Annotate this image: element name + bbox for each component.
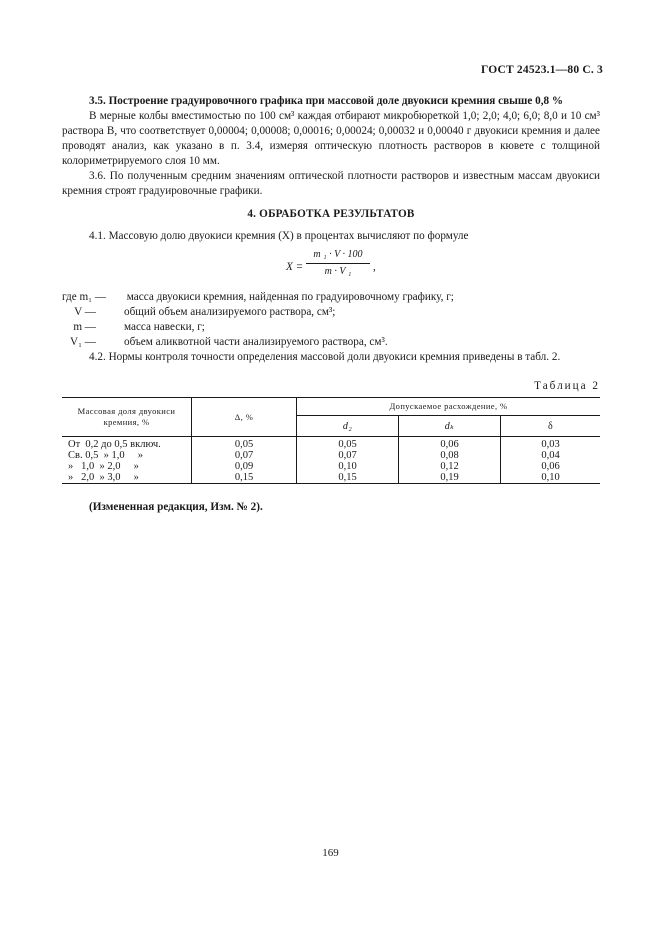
section-3-5-title: 3.5. Построение градуировочного графика при массовой доле двуокиси кремния свыше 0,8 % (89, 95, 564, 107)
definition-term: где m₁ — (62, 291, 107, 303)
table-row (62, 472, 600, 484)
definition-term: V — (74, 306, 96, 318)
table-row (62, 450, 600, 461)
formula (62, 248, 600, 288)
cell-range: » 1,0 » 2,0 » (62, 461, 192, 472)
page-header: ГОСТ 24523.1—80 С. 3 (480, 64, 603, 76)
cell-d2: 0,15 (297, 472, 399, 484)
definition-desc: общий объем анализируемого раствора, см³; (124, 306, 336, 318)
definition-item (62, 320, 600, 335)
section-4-1-text: 4.1. Массовую долю двуокиси кремния (X) в процентах вычисляют по формуле (89, 230, 469, 242)
cell-dk: 0,08 (399, 450, 501, 461)
table-caption: Таблица 2 (534, 380, 600, 392)
definition-desc: объем аликвотной части анализируемого раствора, см³. (124, 336, 388, 348)
cell-dk: 0,19 (399, 472, 501, 484)
cell-dk: 0,12 (399, 461, 501, 472)
definitions-list (62, 290, 600, 350)
cell-d2: 0,05 (297, 437, 399, 451)
formula-tail: , (373, 261, 376, 273)
cell-delta: 0,09 (192, 461, 297, 472)
formula-lhs: X = (286, 261, 304, 273)
section-3-6-text: 3.6. По полученным средним значениям оптической плотности растворов и известным массам двуокиси кремния строят градуировочные графики. (62, 170, 600, 197)
col-group-header: Допускаемое расхождение, % (297, 398, 601, 416)
cell-sigma: 0,10 (501, 472, 600, 484)
cell-sigma: 0,06 (541, 461, 560, 472)
cell-dk: 0,06 (399, 437, 501, 451)
col-delta-header: Δ, % (192, 398, 297, 437)
table-row (62, 461, 600, 472)
cell-range: От 0,2 до 0,5 включ. (62, 437, 192, 451)
page-number: 169 (322, 847, 339, 859)
cell-d2: 0,10 (297, 461, 399, 472)
cell-delta: 0,07 (192, 450, 297, 461)
col-dk-header: dₖ (399, 416, 501, 437)
table-header-row (62, 398, 600, 416)
col-d2-header: d₂ (297, 416, 399, 437)
definition-item (62, 305, 600, 320)
definition-item (62, 290, 600, 305)
cell-sigma: 0,04 (541, 450, 560, 461)
tolerance-table (62, 397, 600, 484)
table-row (62, 437, 600, 451)
definition-desc: масса навески, г; (124, 321, 205, 333)
definition-term: m — (73, 321, 96, 333)
page-body (62, 94, 600, 515)
cell-delta: 0,05 (192, 437, 297, 451)
formula-denominator: m · V ₁ (324, 266, 352, 277)
section-3-5-text: В мерные колбы вместимостью по 100 см³ каждая отбирают микробюреткой 1,0; 2,0; 4,0; 6,0; 8,0 и 10 см³ раствора В, что соответствует 0,00004; 0,00008; 0,00016; 0,00024; 0,00032 и 0,00040 г двуокиси кремния и далее проводят анализ, как указано в п. 3.4, измеряя оптическую плотность растворов в кювете с толщиной колориметрируемого слоя 10 мм. (62, 110, 600, 167)
formula-numerator: m ₁ · V · 100 (313, 249, 363, 260)
cell-d2: 0,07 (297, 450, 399, 461)
definition-desc: масса двуокиси кремния, найденная по градуировочному графику, г; (126, 291, 454, 303)
fraction-bar (306, 263, 370, 264)
definition-item (62, 335, 600, 350)
col-sigma-header: δ (501, 416, 600, 437)
definition-term: V₁ — (70, 336, 96, 348)
cell-delta: 0,15 (192, 472, 297, 484)
section-4-title: 4. ОБРАБОТКА РЕЗУЛЬТАТОВ (247, 208, 415, 220)
cell-range: Св. 0,5 » 1,0 » (62, 450, 192, 461)
cell-range: » 2,0 » 3,0 » (62, 472, 192, 484)
formula-fraction (306, 248, 370, 279)
cell-sigma: 0,03 (541, 439, 560, 450)
section-4-2-text: 4.2. Нормы контроля точности определения массовой доли двуокиси кремния приведены в табл. 2. (89, 351, 561, 363)
col-mass-fraction-header: Массовая доля двуокиси кремния, % (62, 398, 192, 437)
revision-note: (Измененная редакция, Изм. № 2). (89, 501, 263, 513)
